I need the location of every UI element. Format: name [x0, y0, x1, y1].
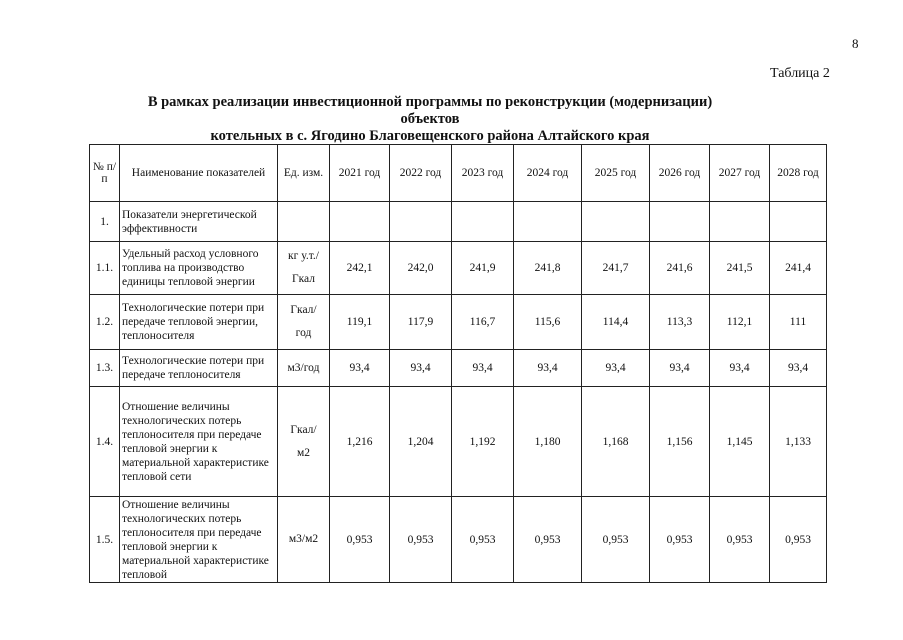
row-value-2024: 93,4 — [514, 350, 582, 387]
row-value-2024: 0,953 — [514, 497, 582, 583]
row-name: Технологические потери при передаче тепловой энергии, теплоносителя — [120, 295, 278, 350]
indicators-table — [89, 144, 827, 583]
table-row — [90, 350, 827, 387]
row-value-2022: 0,953 — [390, 497, 452, 583]
row-value-2021: 119,1 — [330, 295, 390, 350]
row-num: 1.4. — [90, 387, 120, 497]
row-value-2025: 0,953 — [582, 497, 650, 583]
header-year-2025: 2025 год — [582, 145, 650, 202]
row-value-2024: 1,180 — [514, 387, 582, 497]
row-value-2022 — [390, 202, 452, 242]
row-value-2026: 241,6 — [650, 242, 710, 295]
table-label: Таблица 2 — [770, 66, 830, 81]
row-unit-line-1: Гкал/ — [290, 423, 317, 436]
row-value-2027 — [710, 202, 770, 242]
row-value-2023: 241,9 — [452, 242, 514, 295]
row-value-2023: 93,4 — [452, 350, 514, 387]
row-unit-line-2: м2 — [296, 446, 311, 459]
row-value-2021: 1,216 — [330, 387, 390, 497]
row-value-2021: 93,4 — [330, 350, 390, 387]
row-value-2025: 93,4 — [582, 350, 650, 387]
row-value-2021 — [330, 202, 390, 242]
page-title-line-1: В рамках реализации инвестиционной программы по реконструкции (модернизации) объектов — [147, 94, 713, 127]
row-value-2028: 111 — [770, 295, 827, 350]
row-value-2024 — [514, 202, 582, 242]
row-value-2027: 93,4 — [710, 350, 770, 387]
table-row — [90, 497, 827, 583]
row-name: Технологические потери при передаче теплоносителя — [120, 350, 278, 387]
row-value-2026: 93,4 — [650, 350, 710, 387]
header-year-2028: 2028 год — [770, 145, 827, 202]
row-num: 1.3. — [90, 350, 120, 387]
row-value-2022: 117,9 — [390, 295, 452, 350]
table-row — [90, 295, 827, 350]
row-value-2024: 115,6 — [514, 295, 582, 350]
row-value-2026: 113,3 — [650, 295, 710, 350]
row-num: 1. — [90, 202, 120, 242]
header-year-2026: 2026 год — [650, 145, 710, 202]
row-value-2022: 1,204 — [390, 387, 452, 497]
row-num: 1.5. — [90, 497, 120, 583]
row-value-2022: 242,0 — [390, 242, 452, 295]
row-unit — [278, 202, 330, 242]
row-value-2028: 93,4 — [770, 350, 827, 387]
row-name: Показатели энергетической эффективности — [120, 202, 278, 242]
row-value-2028: 241,4 — [770, 242, 827, 295]
row-unit-line-2: год — [295, 327, 312, 339]
row-unit-line-1: кг у.т./ — [288, 250, 319, 262]
row-unit: м3/м2 — [278, 497, 330, 583]
row-name: Отношение величины технологических потерь теплоносителя при передаче тепловой энергии к материальной характеристике тепловой — [120, 497, 278, 583]
row-value-2025 — [582, 202, 650, 242]
page-number: 8 — [852, 36, 859, 51]
row-value-2023: 116,7 — [452, 295, 514, 350]
table-header-row — [90, 145, 827, 202]
page-title — [120, 94, 740, 145]
row-value-2028: 0,953 — [770, 497, 827, 583]
row-value-2025: 241,7 — [582, 242, 650, 295]
header-year-2021: 2021 год — [330, 145, 390, 202]
header-year-2027: 2027 год — [710, 145, 770, 202]
row-value-2021: 242,1 — [330, 242, 390, 295]
row-value-2028: 1,133 — [770, 387, 827, 497]
row-value-2026 — [650, 202, 710, 242]
row-unit — [278, 387, 330, 497]
row-value-2025: 1,168 — [582, 387, 650, 497]
header-year-2023: 2023 год — [452, 145, 514, 202]
table-row — [90, 242, 827, 295]
row-value-2027: 112,1 — [710, 295, 770, 350]
row-value-2026: 1,156 — [650, 387, 710, 497]
page-title-line-2: котельных в с. Ягодино Благовещенского района Алтайского края — [210, 128, 650, 144]
header-num: № п/п — [90, 145, 120, 202]
row-num: 1.1. — [90, 242, 120, 295]
header-name: Наименование показателей — [120, 145, 278, 202]
row-value-2027: 0,953 — [710, 497, 770, 583]
row-value-2023 — [452, 202, 514, 242]
row-value-2023: 0,953 — [452, 497, 514, 583]
row-name: Удельный расход условного топлива на производство единицы тепловой энергии — [120, 242, 278, 295]
row-name: Отношение величины технологических потерь теплоносителя при передаче тепловой энергии к материальной характеристике тепловой сети — [120, 387, 278, 497]
row-value-2027: 241,5 — [710, 242, 770, 295]
header-unit: Ед. изм. — [278, 145, 330, 202]
row-value-2024: 241,8 — [514, 242, 582, 295]
table-row — [90, 387, 827, 497]
row-value-2025: 114,4 — [582, 295, 650, 350]
row-unit — [278, 242, 330, 295]
row-value-2028 — [770, 202, 827, 242]
row-unit-line-2: Гкал — [291, 273, 315, 285]
row-unit-line-1: Гкал/ — [290, 304, 317, 316]
row-value-2023: 1,192 — [452, 387, 514, 497]
header-year-2024: 2024 год — [514, 145, 582, 202]
row-value-2026: 0,953 — [650, 497, 710, 583]
row-value-2022: 93,4 — [390, 350, 452, 387]
table-row — [90, 202, 827, 242]
row-value-2027: 1,145 — [710, 387, 770, 497]
header-year-2022: 2022 год — [390, 145, 452, 202]
row-num: 1.2. — [90, 295, 120, 350]
row-value-2021: 0,953 — [330, 497, 390, 583]
row-unit: м3/год — [278, 350, 330, 387]
row-unit — [278, 295, 330, 350]
